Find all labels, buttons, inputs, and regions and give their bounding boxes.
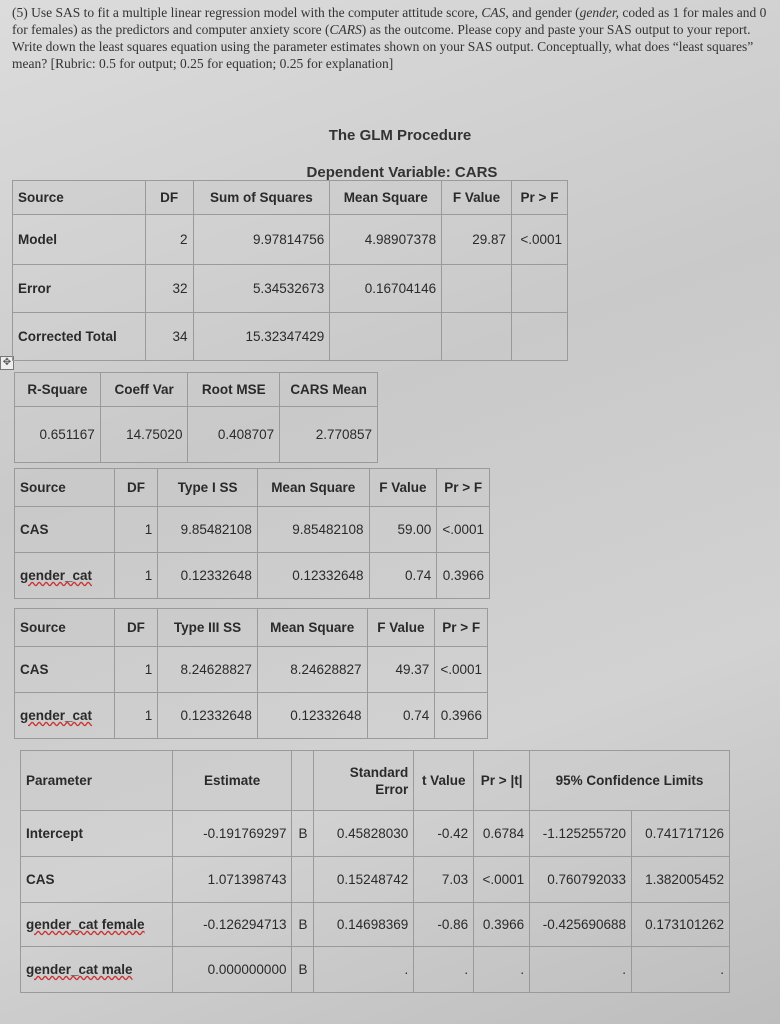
source-label: gender_cat	[20, 568, 93, 583]
type3-ss-table	[14, 608, 488, 739]
ms-cell	[330, 313, 442, 361]
anova-table	[12, 180, 568, 361]
header-ms: Mean Square	[257, 469, 369, 507]
df-cell: 32	[145, 265, 193, 313]
header-std-error: Standard Error	[314, 751, 414, 811]
std-error-cell: 0.14698369	[314, 903, 414, 947]
t-value-cell: .	[414, 947, 474, 993]
ss-cell: 15.32347429	[193, 313, 330, 361]
table-row	[13, 215, 568, 265]
df-cell: 2	[145, 215, 193, 265]
header-f: F Value	[369, 469, 437, 507]
header-ms: Mean Square	[257, 609, 367, 647]
header-ms: Mean Square	[330, 181, 442, 215]
header-flag	[292, 751, 314, 811]
header-ss: Type I SS	[158, 469, 258, 507]
p-cell: <.0001	[435, 647, 488, 693]
parameter-label: gender_cat male	[26, 962, 133, 977]
p-cell	[511, 265, 567, 313]
lower-limit-cell: .	[530, 947, 632, 993]
f-cell: 0.74	[369, 553, 437, 599]
header-df: DF	[114, 469, 158, 507]
p-cell: <.0001	[511, 215, 567, 265]
f-cell	[442, 313, 512, 361]
header-parameter: Parameter	[21, 751, 173, 811]
header-t-value: t Value	[414, 751, 474, 811]
lower-limit-cell: 0.760792033	[530, 857, 632, 903]
upper-limit-cell: 1.382005452	[632, 857, 730, 903]
ss-cell: 9.85482108	[158, 507, 258, 553]
df-cell: 1	[114, 553, 158, 599]
header-coeff-var: Coeff Var	[100, 373, 188, 407]
std-error-cell: .	[314, 947, 414, 993]
ss-cell: 9.97814756	[193, 215, 330, 265]
f-cell: 59.00	[369, 507, 437, 553]
ms-cell: 0.12332648	[257, 553, 369, 599]
f-cell: 49.37	[367, 647, 435, 693]
header-ss: Sum of Squares	[193, 181, 330, 215]
source-cell: Corrected Total	[13, 313, 146, 361]
rsquare-value: 0.651167	[15, 407, 101, 463]
question-text: (5) Use SAS to fit a multiple linear regression model with the computer attitude score, CAS, and gender (gender, coded as 1 for males and 0 for females) as the predictors and computer anxiety score (CARS) as the outcome. Please copy and paste your SAS output to your report. Write down the least squares equation using the parameter estimates shown on your SAS output. Conceptually, what does “least squares” mean? [Rubric: 0.5 for output; 0.25 for equation; 0.25 for explanation]	[12, 5, 767, 71]
ms-cell: 9.85482108	[257, 507, 369, 553]
parameter-cell: CAS	[21, 857, 173, 903]
p-cell: <.0001	[474, 857, 530, 903]
header-confidence-limits: 95% Confidence Limits	[530, 751, 730, 811]
source-cell: Model	[13, 215, 146, 265]
table-row	[15, 553, 490, 599]
flag-cell: B	[292, 947, 314, 993]
table-row	[21, 903, 730, 947]
fit-statistics-table	[14, 372, 378, 463]
t-value-cell: -0.42	[414, 811, 474, 857]
header-root-mse: Root MSE	[188, 373, 280, 407]
estimate-cell: 1.071398743	[172, 857, 292, 903]
ms-cell: 4.98907378	[330, 215, 442, 265]
std-error-cell: 0.15248742	[314, 857, 414, 903]
df-cell: 1	[114, 507, 158, 553]
ss-cell: 8.24628827	[158, 647, 258, 693]
table-row	[13, 265, 568, 313]
procedure-title: The GLM Procedure	[328, 127, 472, 144]
type1-ss-table	[14, 468, 490, 599]
header-p: Pr > |t|	[474, 751, 530, 811]
ms-cell: 0.16704146	[330, 265, 442, 313]
parameter-cell: Intercept	[21, 811, 173, 857]
root-mse-value: 0.408707	[188, 407, 280, 463]
upper-limit-cell: 0.741717126	[632, 811, 730, 857]
p-cell: <.0001	[437, 507, 490, 553]
header-p: Pr > F	[437, 469, 490, 507]
p-cell: 0.3966	[435, 693, 488, 739]
upper-limit-cell: .	[632, 947, 730, 993]
source-cell: Error	[13, 265, 146, 313]
source-cell	[15, 693, 115, 739]
df-cell: 34	[145, 313, 193, 361]
header-df: DF	[114, 609, 158, 647]
parameter-label: gender_cat female	[26, 917, 145, 932]
df-cell: 1	[114, 647, 158, 693]
table-row	[21, 947, 730, 993]
p-cell: 0.3966	[437, 553, 490, 599]
source-cell: CAS	[15, 647, 115, 693]
p-cell: 0.3966	[474, 903, 530, 947]
p-cell: 0.6784	[474, 811, 530, 857]
ms-cell: 0.12332648	[257, 693, 367, 739]
p-cell	[511, 313, 567, 361]
source-label: gender_cat	[20, 708, 93, 723]
header-source: Source	[15, 469, 115, 507]
header-rsquare: R-Square	[15, 373, 101, 407]
estimate-cell: -0.126294713	[172, 903, 292, 947]
cars-mean-value: 2.770857	[280, 407, 378, 463]
flag-cell: B	[292, 903, 314, 947]
table-row	[21, 811, 730, 857]
t-value-cell: -0.86	[414, 903, 474, 947]
header-f: F Value	[367, 609, 435, 647]
upper-limit-cell: 0.173101262	[632, 903, 730, 947]
flag-cell	[292, 857, 314, 903]
header-ss: Type III SS	[158, 609, 258, 647]
ms-cell: 8.24628827	[257, 647, 367, 693]
lower-limit-cell: -0.425690688	[530, 903, 632, 947]
estimate-cell: -0.191769297	[172, 811, 292, 857]
ss-cell: 5.34532673	[193, 265, 330, 313]
f-cell: 29.87	[442, 215, 512, 265]
p-cell: .	[474, 947, 530, 993]
table-row	[15, 407, 378, 463]
header-source: Source	[13, 181, 146, 215]
table-row	[21, 857, 730, 903]
header-p: Pr > F	[435, 609, 488, 647]
dependent-variable-title: Dependent Variable: CARS	[306, 164, 498, 181]
move-handle-icon[interactable]: ✥	[0, 356, 14, 370]
estimate-cell: 0.000000000	[172, 947, 292, 993]
ss-cell: 0.12332648	[158, 693, 258, 739]
header-df: DF	[145, 181, 193, 215]
table-row	[15, 507, 490, 553]
parameter-cell	[21, 947, 173, 993]
f-cell	[442, 265, 512, 313]
df-cell: 1	[114, 693, 158, 739]
parameter-cell	[21, 903, 173, 947]
std-error-cell: 0.45828030	[314, 811, 414, 857]
f-cell: 0.74	[367, 693, 435, 739]
lower-limit-cell: -1.125255720	[530, 811, 632, 857]
header-cars-mean: CARS Mean	[280, 373, 378, 407]
t-value-cell: 7.03	[414, 857, 474, 903]
header-source: Source	[15, 609, 115, 647]
header-estimate: Estimate	[172, 751, 292, 811]
table-row	[15, 693, 488, 739]
header-p: Pr > F	[511, 181, 567, 215]
table-row	[13, 313, 568, 361]
source-cell: CAS	[15, 507, 115, 553]
flag-cell: B	[292, 811, 314, 857]
header-f: F Value	[442, 181, 512, 215]
table-row	[15, 647, 488, 693]
source-cell	[15, 553, 115, 599]
coeff-var-value: 14.75020	[100, 407, 188, 463]
parameter-estimates-table	[20, 750, 730, 993]
ss-cell: 0.12332648	[158, 553, 258, 599]
